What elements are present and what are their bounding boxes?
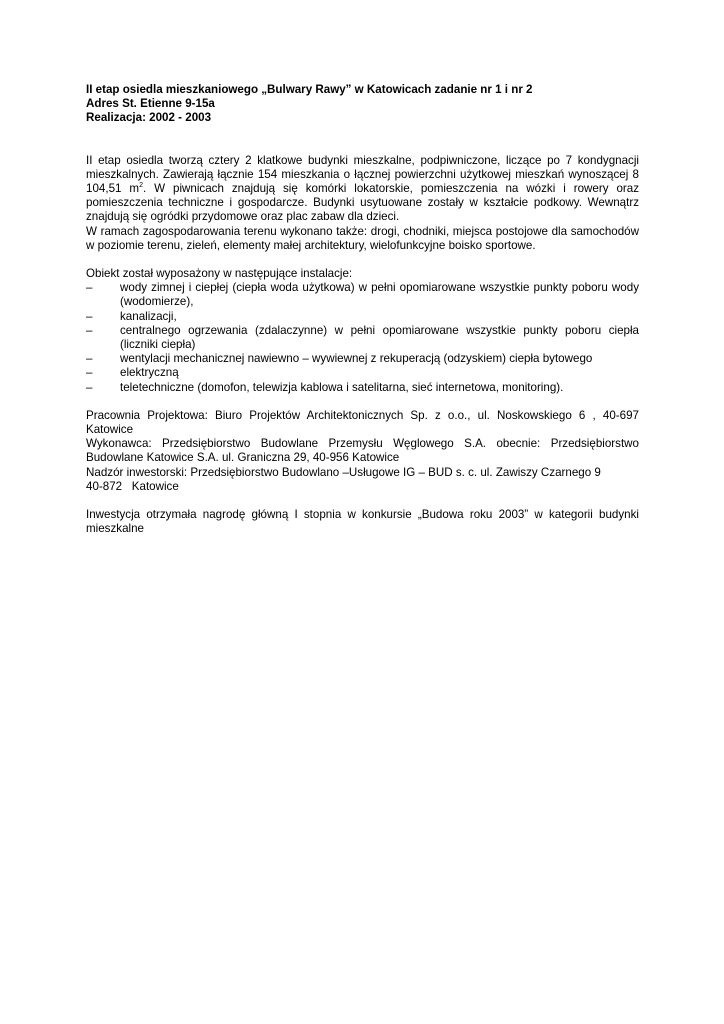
list-item (86, 381, 639, 395)
list-item (86, 310, 639, 324)
contractor-credit: Wykonawca: Przedsiębiorstwo Budowlane Przemysłu Węglowego S.A. obecnie: Przedsiębiorstwo Budowlane Katowice S.A. ul. Graniczna 29, 40-956 Katowice (86, 437, 639, 465)
list-item-text: kanalizacji, (120, 309, 177, 323)
dash-bullet: – (86, 323, 93, 337)
list-item-text: wentylacji mechanicznej nawiewno – wywiewnej z rekuperacją (odzyskiem) ciepła bytowego (120, 352, 593, 366)
dash-bullet: – (86, 309, 93, 323)
description-text-part2: . W piwnicach znajdują się komórki lokatorskie, pomieszczenia na wózki i rowery oraz pomieszczenia techniczne i gospodarcze. Budynki usytuowane zostały w kształcie podkowy. Wewnątrz znajdują się ogródki przydomowe oraz plac zabaw dla dzieci. (86, 182, 639, 224)
address-line: Adres St. Etienne 9-15a (86, 97, 215, 111)
description-paragraph (86, 154, 639, 225)
list-item-text: teletechniczne (domofon, telewizja kablowa i satelitarna, sieć internetowa, monitoring). (120, 380, 564, 394)
list-item (86, 324, 639, 352)
realization-line: Realizacja: 2002 - 2003 (86, 111, 212, 125)
list-item (86, 366, 639, 380)
supervision-credit: Nadzór inwestorski: Przedsiębiorstwo Budowlano –Usługowe IG – BUD s. c. ul. Zawiszy Czarnego 9 (86, 465, 601, 479)
document-title: II etap osiedla mieszkaniowego „Bulwary Rawy” w Katowicach zadanie nr 1 i nr 2 (86, 83, 533, 96)
list-item-text: centralnego ogrzewania (zdalaczynne) w pełni opomiarowane wszystkie punkty poboru ciepła (liczniki ciepła) (120, 323, 639, 352)
installations-list (86, 281, 639, 395)
list-item (86, 281, 639, 309)
dash-bullet: – (86, 366, 93, 380)
list-item-text: elektryczną (120, 366, 179, 380)
dash-bullet: – (86, 281, 93, 295)
list-item (86, 352, 639, 366)
design-office-credit: Pracownia Projektowa: Biuro Projektów Architektonicznych Sp. z o.o., ul. Noskowskiego 6 , 40-697 Katowice (86, 408, 639, 437)
award-paragraph: Inwestycja otrzymała nagrodę główną I stopnia w konkursie „Budowa roku 2003” w kategorii budynki mieszkalne (86, 508, 639, 536)
area-unit-superscript: 2 (139, 182, 143, 190)
description-text-part1: II etap osiedla tworzą cztery 2 klatkowe budynki mieszkalne, podpiwniczone, liczące po 7 kondygnacji mieszkalnych. Zawierają łącznie 154 mieszkania o łącznej powierzchni użytkowej mieszkań wynoszącej 8 104,51 m (86, 153, 639, 196)
installations-intro: Obiekt został wyposażony w następujące instalacje: (86, 267, 353, 281)
dash-bullet: – (86, 352, 93, 366)
list-item-text: wody zimnej i ciepłej (ciepła woda użytkowa) w pełni opomiarowane wszystkie punkty poboru wody (wodomierze), (120, 281, 639, 309)
document-page (86, 83, 639, 536)
supervision-address: 40-872 Katowice (86, 479, 179, 493)
dash-bullet: – (86, 380, 93, 394)
land-development-paragraph: W ramach zagospodarowania terenu wykonano także: drogi, chodniki, miejsca postojowe dla samochodów w poziomie terenu, zieleń, elementy małej architektury, wielofunkcyjne boisko sportowe. (86, 224, 639, 252)
